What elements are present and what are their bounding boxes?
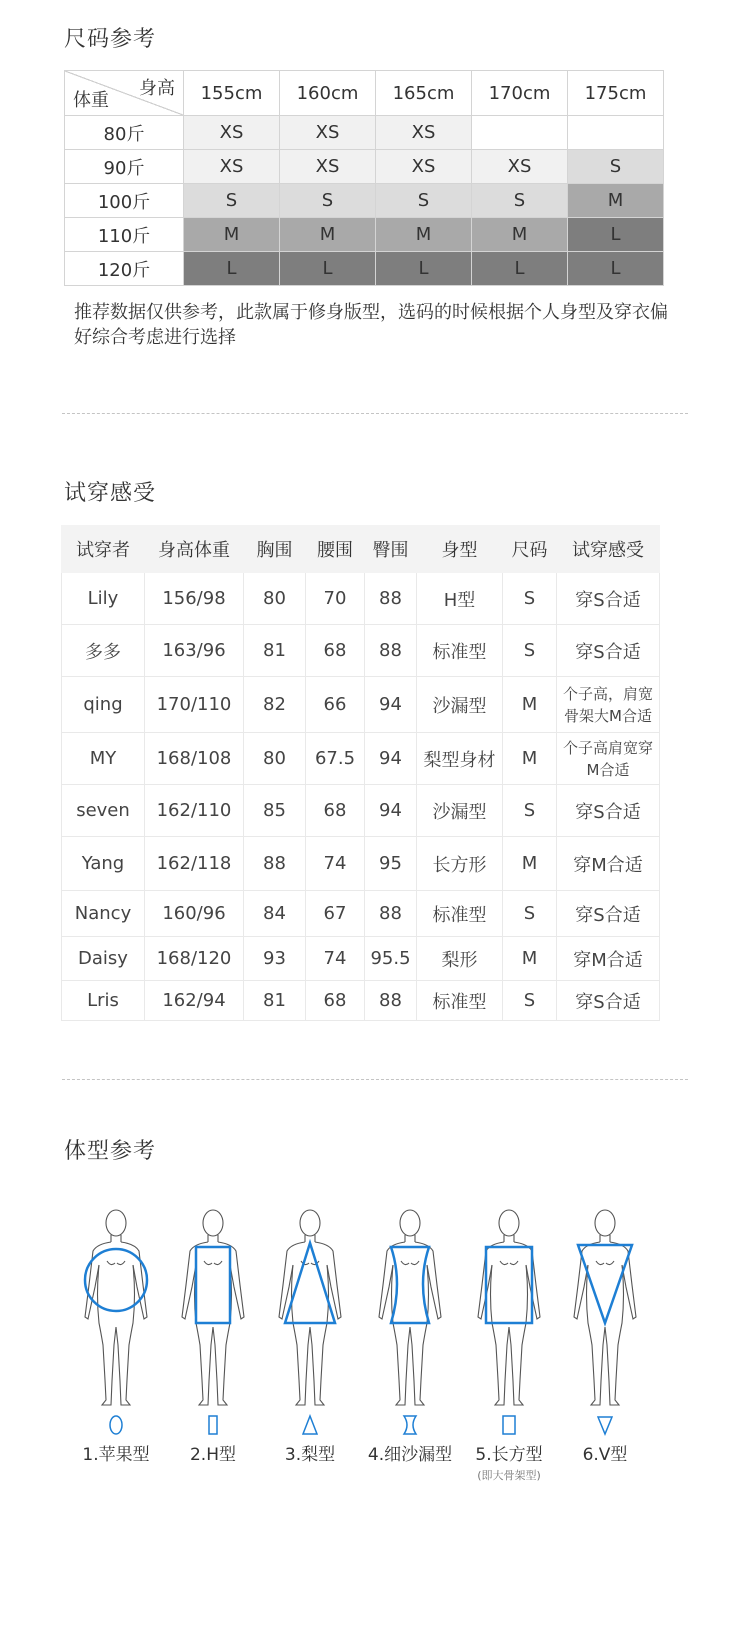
fit-cell: 85 [244,785,306,837]
fit-cell: 穿S合适 [557,573,660,625]
fit-cell: Daisy [62,937,145,981]
fit-row [62,981,660,1021]
fit-cell: 81 [244,981,306,1021]
fit-cell: 94 [365,785,417,837]
body-type-figure [265,1205,355,1465]
size-cell: L [184,252,280,286]
body-type-label: 5.长方型 [475,1445,543,1465]
fit-cell: 88 [244,837,306,891]
fit-row [62,837,660,891]
size-cell: M [376,218,472,252]
size-row [65,218,664,252]
fit-cell: 标准型 [417,981,503,1021]
col-header: 腰围 [306,526,365,573]
fit-cell: S [503,625,557,677]
fit-cell: S [503,785,557,837]
col-header: 身型 [417,526,503,573]
fit-cell: Nancy [62,891,145,937]
size-cell: S [472,184,568,218]
height-col-header: 165cm [376,71,472,116]
fit-cell: 70 [306,573,365,625]
size-row [65,150,664,184]
fit-cell: 66 [306,677,365,733]
size-cell: L [472,252,568,286]
body-type-figure [560,1205,650,1465]
fit-cell: S [503,573,557,625]
col-header: 臀围 [365,526,417,573]
oval-icon [108,1414,124,1436]
weight-header: 体重 [73,90,109,111]
fit-cell: M [503,837,557,891]
size-cell: M [568,184,664,218]
fit-cell: 156/98 [145,573,244,625]
fit-cell: M [503,937,557,981]
fit-cell: 168/108 [145,733,244,785]
fit-cell: 80 [244,573,306,625]
section-divider [62,1079,688,1080]
fit-cell: S [503,891,557,937]
size-cell: S [280,184,376,218]
fit-cell: 沙漏型 [417,677,503,733]
size-cell: XS [376,116,472,150]
fit-cell: S [503,981,557,1021]
height-col-header: 175cm [568,71,664,116]
fit-cell: 80 [244,733,306,785]
fit-cell: 74 [306,937,365,981]
col-header: 试穿者 [62,526,145,573]
size-cell: L [568,218,664,252]
body-type-figure [71,1205,161,1465]
body-silhouette [265,1205,355,1410]
fit-cell: 67.5 [306,733,365,785]
fit-cell: 81 [244,625,306,677]
fit-cell: MY [62,733,145,785]
fit-row [62,625,660,677]
fit-cell: qing [62,677,145,733]
fit-cell: 沙漏型 [417,785,503,837]
body-type-label: 1.苹果型 [82,1445,150,1465]
fit-cell: 67 [306,891,365,937]
body-type-label: 6.V型 [582,1445,628,1465]
body-type-figures [60,1205,690,1585]
fit-cell: Yang [62,837,145,891]
size-cell: S [376,184,472,218]
fit-cell: 穿S合适 [557,981,660,1021]
body-type-label: 2.H型 [189,1445,236,1465]
triangle-icon [302,1414,318,1436]
fit-row [62,891,660,937]
fit-cell: 94 [365,677,417,733]
size-cell: XS [280,116,376,150]
body-type-figure [464,1205,554,1483]
fit-cell: 个子高，肩宽骨架大M合适 [557,677,660,733]
body-type-figure [365,1205,455,1465]
size-cell: XS [376,150,472,184]
size-row [65,252,664,286]
fit-cell: 163/96 [145,625,244,677]
fit-cell: 标准型 [417,625,503,677]
body-silhouette [168,1205,258,1410]
fit-row [62,733,660,785]
weight-row-header: 90斤 [65,150,184,184]
fit-cell: 个子高肩宽穿M合适 [557,733,660,785]
fit-cell: 74 [306,837,365,891]
fit-row [62,785,660,837]
size-cell: L [568,252,664,286]
fit-row [62,937,660,981]
size-cell [568,116,664,150]
fit-cell: 82 [244,677,306,733]
fit-cell: 68 [306,981,365,1021]
fit-cell: Lris [62,981,145,1021]
body-type-sublabel: (即大骨架型) [477,1469,541,1482]
size-cell: L [376,252,472,286]
body-silhouette [71,1205,161,1410]
fit-cell: 162/118 [145,837,244,891]
size-cell: XS [280,150,376,184]
height-col-header: 160cm [280,71,376,116]
fit-cell: 68 [306,625,365,677]
inverted-triangle-icon [597,1414,613,1436]
fit-cell: 穿S合适 [557,785,660,837]
fit-cell: 88 [365,573,417,625]
fit-cell: 梨形 [417,937,503,981]
weight-row-header: 80斤 [65,116,184,150]
fit-cell: 多多 [62,625,145,677]
fit-cell: 穿S合适 [557,625,660,677]
fit-cell: 95 [365,837,417,891]
fit-cell: seven [62,785,145,837]
fit-cell: 穿M合适 [557,937,660,981]
fit-cell: 标准型 [417,891,503,937]
fit-cell: 88 [365,891,417,937]
fit-cell: 88 [365,981,417,1021]
size-section-title: 尺码参考 [64,27,157,52]
fit-section-title: 试穿感受 [64,481,157,506]
weight-row-header: 100斤 [65,184,184,218]
size-cell: L [280,252,376,286]
size-row [65,184,664,218]
weight-row-header: 120斤 [65,252,184,286]
size-cell: XS [184,150,280,184]
size-row [65,116,664,150]
size-note: 推荐数据仅供参考，此款属于修身版型，选码的时候根据个人身型及穿衣偏好综合考虑进行选择 [74,302,668,348]
fit-cell: 梨型身材 [417,733,503,785]
weight-row-header: 110斤 [65,218,184,252]
fit-cell: 95.5 [365,937,417,981]
fit-cell: 93 [244,937,306,981]
body-silhouette [365,1205,455,1410]
size-cell: XS [184,116,280,150]
fit-cell: 84 [244,891,306,937]
size-cell: M [280,218,376,252]
fit-row [62,677,660,733]
size-table [64,70,664,286]
size-cell: S [184,184,280,218]
body-silhouette [560,1205,650,1410]
height-header: 身高 [139,78,175,99]
size-cell: M [472,218,568,252]
size-cell [472,116,568,150]
body-silhouette [464,1205,554,1410]
col-header: 尺码 [503,526,557,573]
body-type-figure [168,1205,258,1465]
corner-cell [65,71,184,116]
fit-cell: 168/120 [145,937,244,981]
square-icon [501,1414,517,1436]
hourglass-icon [402,1414,418,1436]
body-type-label: 4.细沙漏型 [367,1445,453,1465]
fit-cell: 穿S合适 [557,891,660,937]
fit-row [62,573,660,625]
size-cell: XS [472,150,568,184]
fit-cell: M [503,677,557,733]
fit-table [61,525,660,1021]
rectangle-icon [205,1414,221,1436]
fit-cell: H型 [417,573,503,625]
size-cell: M [184,218,280,252]
fit-cell: Lily [62,573,145,625]
size-cell: S [568,150,664,184]
fit-cell: 170/110 [145,677,244,733]
fit-cell: 162/94 [145,981,244,1021]
fit-cell: 160/96 [145,891,244,937]
body-section-title: 体型参考 [64,1139,157,1164]
fit-cell: M [503,733,557,785]
section-divider [62,413,688,414]
height-col-header: 170cm [472,71,568,116]
col-header: 胸围 [244,526,306,573]
col-header: 试穿感受 [557,526,660,573]
fit-cell: 68 [306,785,365,837]
fit-cell: 穿M合适 [557,837,660,891]
fit-cell: 长方形 [417,837,503,891]
height-col-header: 155cm [184,71,280,116]
col-header: 身高体重 [145,526,244,573]
fit-cell: 162/110 [145,785,244,837]
fit-cell: 94 [365,733,417,785]
body-type-label: 3.梨型 [284,1445,336,1465]
fit-cell: 88 [365,625,417,677]
